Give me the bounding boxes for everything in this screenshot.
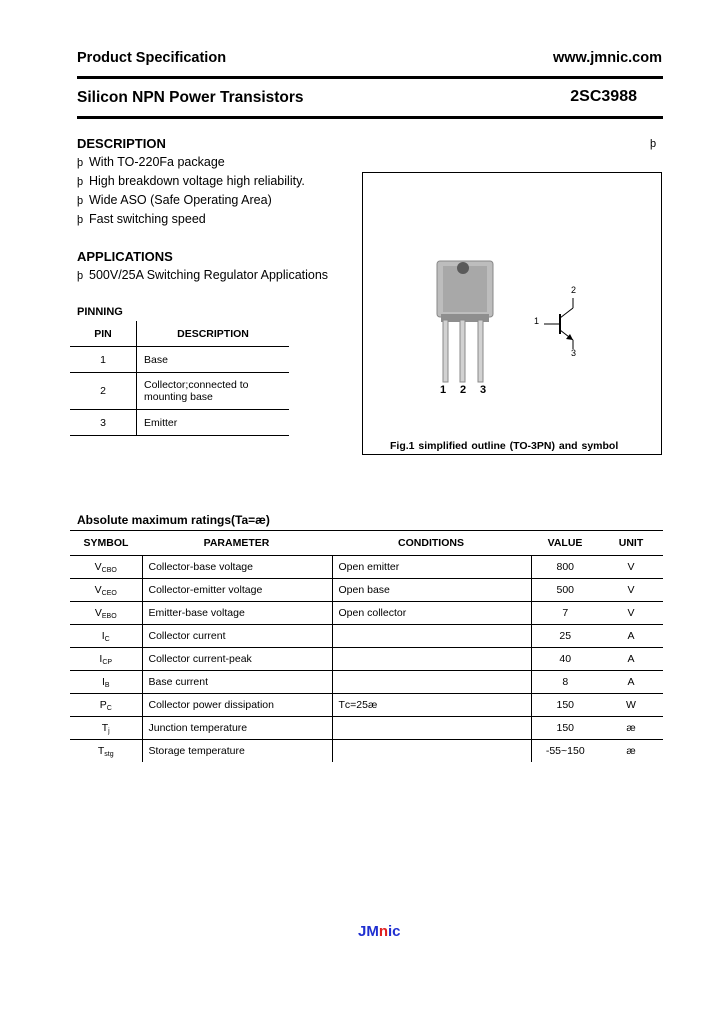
table-row — [70, 602, 663, 625]
value-cell: 25 — [531, 625, 599, 648]
table-row — [70, 579, 663, 602]
conditions-cell: Open emitter — [332, 556, 531, 579]
conditions-cell — [332, 717, 531, 740]
value-cell: 800 — [531, 556, 599, 579]
description-item: þ With TO-220Fa package — [77, 155, 225, 169]
value-cell: -55~150 — [545, 745, 585, 757]
parameter-cell: Base current — [142, 671, 332, 694]
table-row — [70, 556, 663, 579]
pin-desc-col-header: DESCRIPTION — [137, 321, 290, 347]
symbol-label-base: 1 — [534, 316, 540, 326]
value-cell: 500 — [531, 579, 599, 602]
bullet-icon: þ — [77, 214, 84, 226]
description-item: þ Fast switching speed — [77, 212, 206, 226]
unit-cell: æ — [599, 717, 663, 740]
pin-number: 2 — [70, 373, 137, 410]
parameter-cell: Collector current — [142, 625, 332, 648]
conditions-cell: Open collector — [332, 602, 531, 625]
table-row — [70, 740, 663, 763]
lead-3 — [478, 320, 483, 382]
symbol-label-emitter: 3 — [571, 348, 577, 358]
unit-cell: V — [599, 602, 663, 625]
table-row — [70, 694, 663, 717]
table-row — [70, 347, 289, 373]
unit-cell: V — [599, 556, 663, 579]
parameter-cell: Storage temperature — [142, 740, 332, 763]
table-row — [70, 671, 663, 694]
bullet-icon: þ — [77, 157, 84, 169]
parameter-cell: Collector-emitter voltage — [142, 579, 332, 602]
bullet-icon: þ — [77, 270, 84, 282]
collector-lead — [560, 308, 573, 318]
parameter-cell: Junction temperature — [142, 717, 332, 740]
stray-glyph: þ — [650, 138, 657, 150]
col-value: VALUE — [531, 531, 599, 556]
pinning-heading: PINNING — [77, 306, 123, 318]
page-title: Silicon NPN Power Transistors — [77, 89, 304, 106]
lead-label-2: 2 — [460, 384, 467, 396]
pin-description: Collector;connected to mounting base — [137, 373, 290, 410]
symbol-cell: $P_C$ — [70, 694, 142, 717]
table-row — [70, 625, 663, 648]
table-row — [70, 410, 289, 436]
symbol-cell: $V_{EBO}$ — [70, 602, 142, 625]
unit-cell: æ — [626, 745, 636, 757]
bullet-icon: þ — [77, 195, 84, 207]
applications-item: þ 500V/25A Switching Regulator Applications — [77, 268, 329, 282]
pin-col-header: PIN — [70, 321, 137, 347]
pin-description: Emitter — [137, 410, 290, 436]
pin-number: 3 — [70, 410, 137, 436]
description-item: þ Wide ASO (Safe Operating Area) — [77, 193, 272, 207]
col-parameter: PARAMETER — [142, 531, 332, 556]
value-cell: 7 — [531, 602, 599, 625]
description-heading: DESCRIPTION — [77, 136, 166, 151]
conditions-cell — [332, 625, 531, 648]
value-cell: 8 — [531, 671, 599, 694]
description-item: þ High breakdown voltage high reliability. — [77, 174, 305, 188]
bullet-icon: þ — [77, 176, 84, 188]
parameter-cell: Collector power dissipation — [142, 694, 332, 717]
conditions-cell — [332, 671, 531, 694]
symbol-cell: $I_C$ — [70, 625, 142, 648]
symbol-cell: $I_B$ — [70, 671, 142, 694]
symbol-cell: $T_{stg}$ — [70, 740, 142, 763]
part-number: 2SC3988 — [570, 88, 637, 105]
lead-label-3: 3 — [480, 384, 487, 396]
parameter-cell: Emitter-base voltage — [142, 602, 332, 625]
header-rule-bottom — [77, 116, 663, 119]
pin-description: Base — [137, 347, 290, 373]
conditions-cell: Tᴄ=25æ — [332, 694, 531, 717]
value-cell: 150 — [531, 694, 599, 717]
table-row — [70, 717, 663, 740]
package-outline-figure — [363, 173, 661, 454]
header-product-spec: Product Specification — [77, 50, 227, 66]
unit-cell: V — [599, 579, 663, 602]
parameter-cell: Collector-base voltage — [142, 556, 332, 579]
col-symbol: SYMBOL — [70, 531, 142, 556]
col-conditions: CONDITIONS — [332, 531, 531, 556]
unit-cell: W — [599, 694, 663, 717]
conditions-cell — [332, 648, 531, 671]
conditions-cell — [332, 740, 531, 763]
table-row — [70, 373, 289, 410]
table-row — [70, 648, 663, 671]
ratings-table — [70, 530, 663, 762]
ratings-heading: Absolute maximum ratings(Ta=æ) — [77, 513, 270, 527]
figure-caption: Fig.1 simplified outline (TO-3PN) and symbol — [390, 440, 619, 452]
symbol-cell: $V_{CEO}$ — [70, 579, 142, 602]
col-unit: UNIT — [599, 531, 663, 556]
symbol-cell: $V_{CBO}$ — [70, 556, 142, 579]
lead-2 — [460, 320, 465, 382]
unit-cell: A — [599, 671, 663, 694]
pin-number: 1 — [70, 347, 137, 373]
header-website[interactable]: www.jmnic.com — [552, 50, 662, 66]
conditions-cell: Open base — [332, 579, 531, 602]
pinning-table — [70, 321, 289, 436]
header-rule-top — [77, 76, 663, 79]
parameter-cell: Collector current-peak — [142, 648, 332, 671]
figure-box — [362, 172, 662, 455]
unit-cell: A — [599, 625, 663, 648]
footer-brand-logo: JMnic — [358, 923, 401, 940]
value-cell: 150 — [531, 717, 599, 740]
symbol-cell: $T_j$ — [70, 717, 142, 740]
symbol-cell: $I_{CP}$ — [70, 648, 142, 671]
mounting-hole — [457, 262, 469, 274]
lead-1 — [443, 320, 448, 382]
value-cell: 40 — [531, 648, 599, 671]
symbol-label-collector: 2 — [571, 285, 577, 295]
applications-heading: APPLICATIONS — [77, 249, 173, 264]
unit-cell: A — [599, 648, 663, 671]
lead-label-1: 1 — [440, 384, 447, 396]
